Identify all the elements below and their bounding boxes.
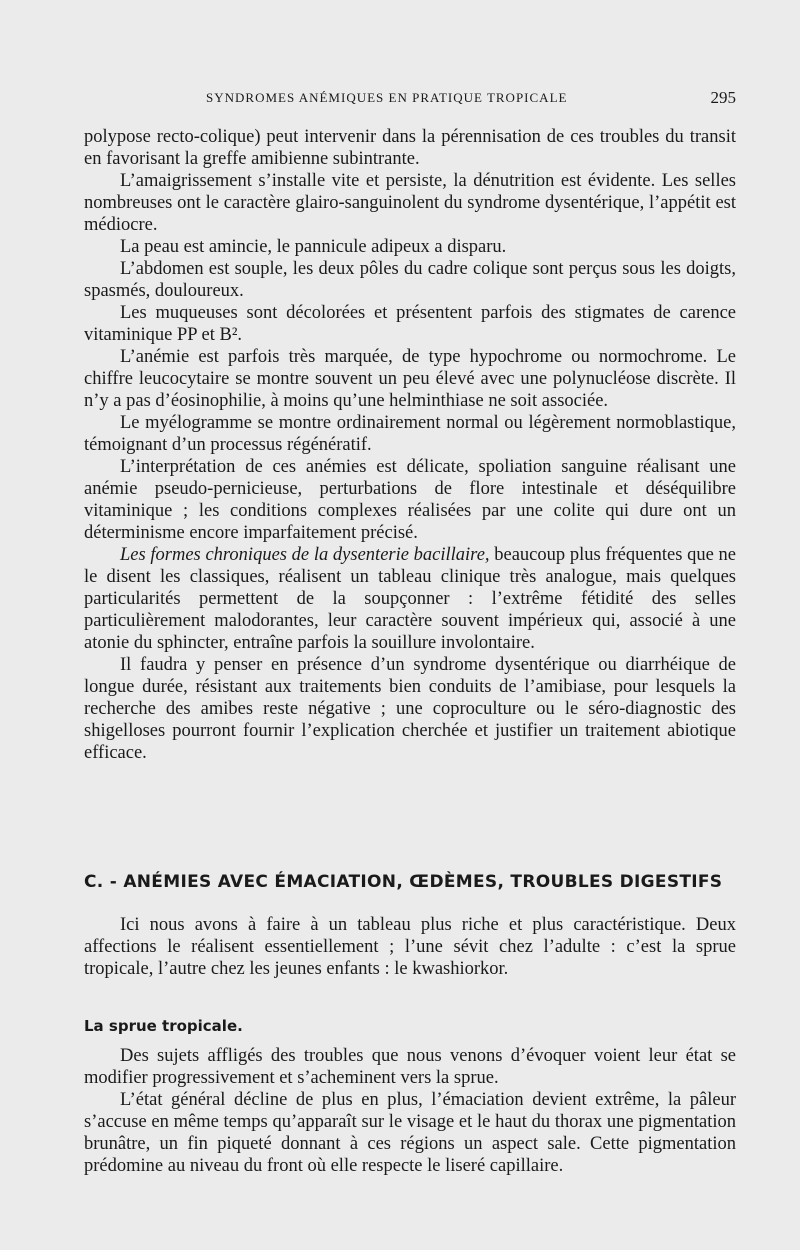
paragraph-continuation: polypose recto-colique) peut intervenir dans la pérennisation de ces troubles du transit en favorisant la greffe amibienne subintrante. (84, 127, 736, 169)
paragraph-sprue-etat-general: L’état général décline de plus en plus, l’émaciation devient extrême, la pâleur s’accuse en même temps qu’apparaît sur le visage et le haut du thorax une pigmentation brunâtre, un fin piqueté donnant à ces régions un aspect sale. Cette pigmentation prédomine au niveau du front où elle respecte le liseré capillaire. (84, 1090, 736, 1176)
paragraph-formes-chroniques (84, 544, 736, 654)
subsection-heading-sprue: La sprue tropicale. (84, 1017, 243, 1035)
paragraph-section-c-intro: Ici nous avons à faire à un tableau plus riche et plus caractéristique. Deux affections le réalisent essentiellement ; l’une sévit chez l’adulte : c’est la sprue tropicale, l’autre chez les jeunes enfants : le kwashiorkor. (84, 915, 736, 979)
paragraph-muqueuses: Les muqueuses sont décolorées et présentent parfois des stigmates de carence vitaminique PP et B². (84, 303, 736, 345)
paragraph-anemie: L’anémie est parfois très marquée, de type hypochrome ou normochrome. Le chiffre leucocytaire se montre souvent un peu élevé avec une polynucléose discrète. Il n’y a pas d’éosinophilie, à moins qu’une helminthiase ne soit associée. (84, 347, 736, 411)
paragraph-sprue-sujets: Des sujets affligés des troubles que nous venons d’évoquer voient leur état se modifier progressivement et s’acheminent vers la sprue. (84, 1046, 736, 1088)
paragraph-peau: La peau est amincie, le pannicule adipeux a disparu. (120, 237, 507, 257)
paragraph-interpretation: L’interprétation de ces anémies est délicate, spoliation sanguine réalisant une anémie pseudo-pernicieuse, perturbations de flore intestinale et déséquilibre vitaminique ; les conditions complexes réalisées par une colite qui dure ont un déterminisme encore imparfaitement précisé. (84, 457, 736, 543)
paragraph-amaigrissement: L’amaigrissement s’installe vite et persiste, la dénutrition est évidente. Les selles nombreuses ont le caractère glairo-sanguinolent du syndrome dysentérique, l’appétit est médiocre. (84, 171, 736, 235)
sprue-text-block (84, 1045, 736, 1177)
main-text-block (84, 126, 736, 764)
paragraph-formes-chroniques-text: beaucoup plus fréquentes que ne le disent les classiques, réalisent un tableau clinique très analogue, mais quelques particularités permettent de la soupçonner : l’extrême fétidité des selles particulièrement malodorantes, leur caractère souvent impérieux qui, associé à une atonie du sphincter, entraîne parfois la souillure involontaire. (84, 545, 736, 653)
italic-phrase: Les formes chroniques de la dysenterie bacillaire, (120, 545, 490, 565)
running-header (84, 88, 736, 110)
paragraph-il-faudra: Il faudra y penser en présence d’un syndrome dysentérique ou diarrhéique de longue durée, résistant aux traitements bien conduits de l’amibiase, pour lesquels la recherche des amibes reste négative ; une coproculture ou le séro-diagnostic des shigelloses pourront fournir l’explication cherchée et justifier un traitement abiotique efficace. (84, 655, 736, 763)
paragraph-abdomen: L’abdomen est souple, les deux pôles du cadre colique sont perçus sous les doigts, spasmés, douloureux. (84, 259, 736, 301)
paragraph-myelogramme: Le myélogramme se montre ordinairement normal ou légèrement normoblastique, témoignant d’un processus régénératif. (84, 413, 736, 455)
page-number: 295 (710, 88, 736, 107)
section-heading-c: C. - ANÉMIES AVEC ÉMACIATION, ŒDÈMES, TROUBLES DIGESTIFS (84, 872, 723, 892)
section-c-intro-block (84, 914, 736, 980)
running-title: SYNDROMES ANÉMIQUES EN PRATIQUE TROPICALE (206, 90, 568, 105)
